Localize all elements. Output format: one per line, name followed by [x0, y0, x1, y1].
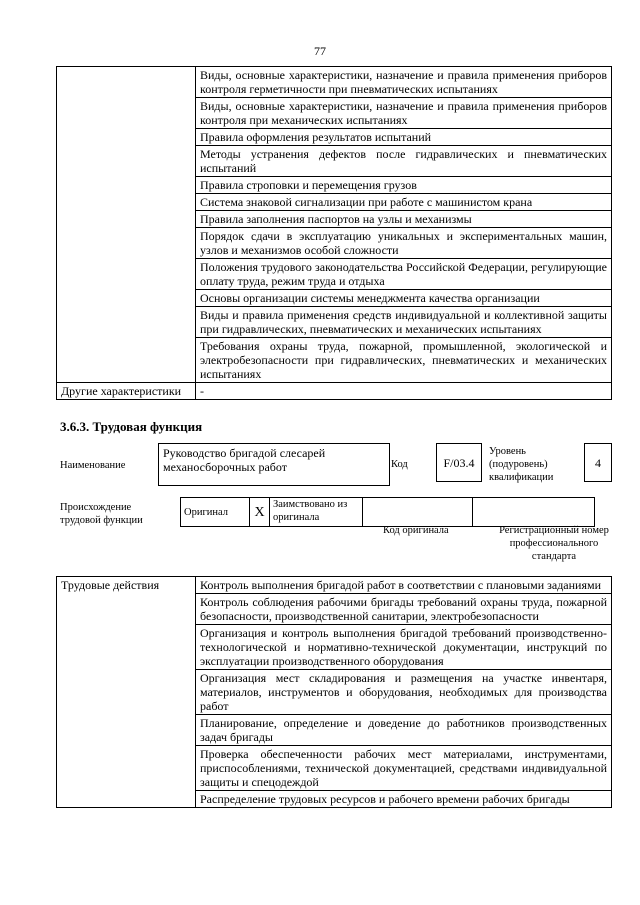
- knowledge-table: [56, 66, 612, 400]
- origin-label: Происхождение трудовой функции: [60, 502, 143, 526]
- qualification-level-label: Уровень (подуровень) квалификации: [489, 446, 554, 483]
- table-row: [57, 67, 612, 98]
- table-cell: Контроль выполнения бригадой работ в соответствии с плановыми заданиями: [196, 577, 612, 594]
- origin-row: [181, 497, 595, 527]
- table-cell: Виды, основные характеристики, назначение и правила применения приборов контроля при механических испытаниях: [196, 98, 612, 129]
- table-cell: Правила оформления результатов испытаний: [196, 129, 612, 146]
- code-original-label: Код оригинала: [383, 525, 449, 536]
- actions-table: [56, 576, 612, 808]
- code-value: F/03.4: [436, 443, 482, 482]
- table-cell: Требования охраны труда, пожарной, промышленной, экологической и электробезопасности при гидравлических, пневматических и механических испытаниях: [196, 338, 612, 383]
- table-cell: Проверка обеспеченности рабочих мест материалами, инструментами, приспособлениями, технической документацией, средствами индивидуальной защиты и спецодеждой: [196, 746, 612, 791]
- table-cell: Основы организации системы менеджмента качества организации: [196, 290, 612, 307]
- name-label: Наименование: [60, 460, 126, 471]
- table-cell: Планирование, определение и доведение до работников производственных задач бригады: [196, 715, 612, 746]
- other-characteristics-label: Другие характеристики: [57, 383, 196, 400]
- table-row: [57, 383, 612, 400]
- borrowed-label: Заимствовано из оригинала: [269, 497, 363, 527]
- code-label: Код: [391, 459, 408, 470]
- empty-label-cell: [57, 67, 196, 383]
- table-cell: Контроль соблюдения рабочими бригады требований охраны труда, пожарной безопасности, производственной санитарии, электробезопасности: [196, 594, 612, 625]
- table-cell: Виды, основные характеристики, назначение и правила применения приборов контроля герметичности при пневматических испытаниях: [196, 67, 612, 98]
- section-title: 3.6.3. Трудовая функция: [60, 419, 203, 434]
- table-cell: Положения трудового законодательства Российской Федерации, регулирующие оплату труда, режим труда и отдыха: [196, 259, 612, 290]
- other-characteristics-value: -: [196, 383, 612, 400]
- name-value: Руководство бригадой слесарей механосборочных работ: [158, 443, 390, 486]
- reg-number-label: Регистрационный номер профессионального стандарта: [499, 525, 609, 562]
- qualification-level-value: 4: [584, 443, 612, 482]
- original-label: Оригинал: [180, 497, 250, 527]
- table-cell: Организация мест складирования и размещения на участке инвентаря, материалов, инструментов и оборудования, необходимых для производства работ: [196, 670, 612, 715]
- reg-number-cell: [472, 497, 595, 527]
- table-cell: Методы устранения дефектов после гидравлических и пневматических испытаний: [196, 146, 612, 177]
- table-cell: Порядок сдачи в эксплуатацию уникальных и экспериментальных машин, узлов и механизмов особой сложности: [196, 228, 612, 259]
- table-cell: Правила заполнения паспортов на узлы и механизмы: [196, 211, 612, 228]
- table-cell: Система знаковой сигнализации при работе с машинистом крана: [196, 194, 612, 211]
- table-cell: Правила строповки и перемещения грузов: [196, 177, 612, 194]
- table-cell: Организация и контроль выполнения бригадой требований производственно-технологической и нормативно-технической документации, инструкций по эксплуатации производственного оборудования: [196, 625, 612, 670]
- original-mark: X: [249, 497, 270, 527]
- table-cell: Распределение трудовых ресурсов и рабочего времени рабочих бригады: [196, 791, 612, 808]
- page-number: 77: [314, 44, 326, 58]
- table-row: [57, 577, 612, 594]
- actions-label: Трудовые действия: [57, 577, 196, 808]
- table-cell: Виды и правила применения средств индивидуальной и коллективной защиты при гидравлических, пневматических и механических испытаниях: [196, 307, 612, 338]
- code-original-cell: [362, 497, 473, 527]
